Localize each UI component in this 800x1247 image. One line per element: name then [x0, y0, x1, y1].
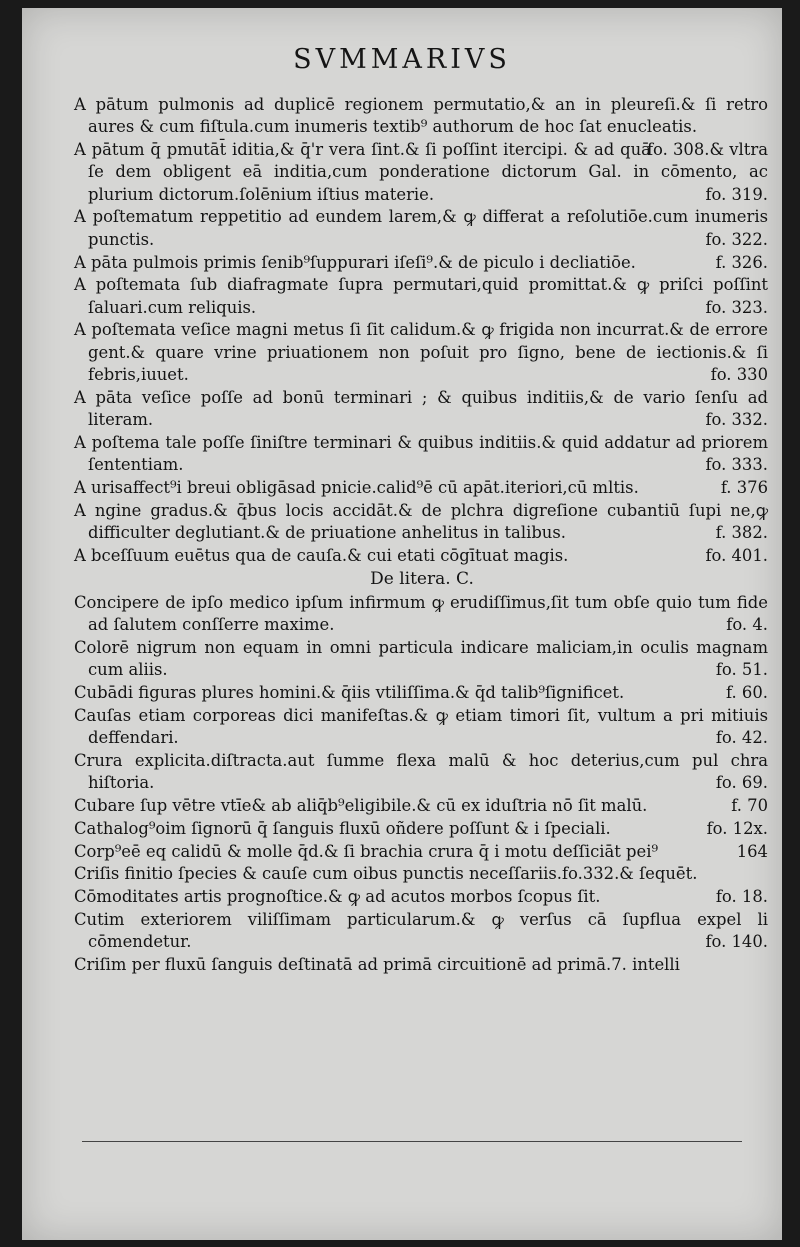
- index-entry: [74, 886, 770, 908]
- index-entry: [74, 841, 770, 863]
- folio-reference: fo. 322.: [705, 229, 768, 249]
- index-entry: [74, 637, 770, 682]
- entry-text: Colorē nigrum non equam in omni particula indicare maliciam,in oculis magnam cum aliis.: [74, 637, 768, 680]
- folio-reference: fo. 51.: [715, 660, 768, 680]
- index-entry: [74, 477, 770, 499]
- index-entry: [74, 432, 770, 477]
- folio-reference: f. 60.: [726, 682, 768, 702]
- entry-text: A poſtema tale poſſe ſiniſtre terminari & quibus inditiis.& quid addatur ad priorem ſententiam.: [74, 432, 768, 475]
- index-entry: [74, 319, 770, 386]
- folio-reference: fo. 308.& vltra: [646, 139, 768, 159]
- index-entry: [74, 206, 770, 251]
- entry-text: A urisaffect⁹i breui obligāsad pnicie.calid⁹ē cū apāt.iteriori,cū mltis.: [74, 478, 639, 498]
- index-entry: [74, 139, 770, 206]
- index-entry: [74, 274, 770, 319]
- folio-reference: fo. 18.: [715, 887, 768, 907]
- folio-reference: fo. 12x.: [706, 818, 768, 838]
- folio-reference: fo. 330: [710, 365, 768, 385]
- entry-text: Criſis finitio ſpecies & cauſe cum oibus punctis neceſſariis.fo.332.& ſequēt.: [74, 864, 698, 884]
- entry-text: Cōmoditates artis prognoſtice.& ꝙ ad acutos morbos ſcopus ſit.: [74, 887, 601, 907]
- bottom-rule: [82, 1141, 742, 1142]
- index-entry: [74, 863, 770, 885]
- entry-text: A ngine gradus.& q̄bus locis accidāt.& de plchra digreſione cubantiū ſupi ne,ꝙ difficulter deglutiant.& de priuatione anhelitus in talibus.: [74, 500, 768, 543]
- entry-text: Criſim per fluxū ſanguis deſtinatā ad primā circuitionē ad primā.7. intelli: [74, 954, 680, 974]
- index-entry: [74, 954, 770, 976]
- index-entry: [74, 252, 770, 274]
- book-page: [22, 8, 782, 1240]
- entry-text: A pāta pulmois primis ſenib⁹ſuppurari iſeſi⁹.& de piculo i decliatiōe.: [74, 252, 636, 272]
- entry-text: Crura explicita.diſtracta.aut ſumme flexa malū & hoc deterius,cum pul chra hiſtoria.: [74, 750, 768, 793]
- index-entry: [74, 705, 770, 750]
- entries-letter-c: [74, 592, 770, 977]
- folio-reference: 164: [736, 841, 768, 861]
- index-entry: [74, 592, 770, 637]
- index-entry: [74, 94, 770, 159]
- entry-text: Cutim exteriorem viliſſimam particularum.& ꝙ verſus cā ſupflua expel li cōmendetur.: [74, 909, 768, 952]
- index-entry: [74, 795, 770, 817]
- entry-text: Concipere de ipſo medico ipſum infirmum ꝙ erudiſſimus,ſit tum obſe quio tum fide ad ſalutem conſſerre maxime.: [74, 592, 768, 635]
- entry-text: Cathalog⁹oim ſignorū q̄ ſanguis fluxū oñdere poſſunt & i ſpeciali.: [74, 818, 611, 838]
- entry-text: A poſtematum reppetitio ad eundem larem,& ꝙ differat a reſolutiōe.cum inumeris punctis.: [74, 207, 768, 249]
- folio-reference: fo. 4.: [726, 615, 768, 635]
- entry-text: A pātum q̄ pmutāt̄ iditia,& q̄'r vera ſint.& ſi poſſint itercipi. & ad quā ſe dem obligent eā inditia,cum ponderatione dictorum Gal. in cōmento, ac plurium dictorum.ſolēnium iſtius materie.: [74, 140, 768, 204]
- entry-text: A bceſſuum euētus qua de cauſa.& cui etati cōgītuat magis.: [74, 545, 569, 565]
- index-entry: [74, 818, 770, 840]
- index-entry: [74, 750, 770, 795]
- folio-reference: f. 376: [720, 478, 768, 498]
- entry-text: A pāta veſice poſſe ad bonū terminari ; & quibus inditiis,& de vario ſenſu ad literam.: [74, 387, 768, 430]
- entry-text: A poſtemata ſub diafragmate ſupra permutari,quid promittat.& ꝙ priſci poſſint ſaluari.cum reliquis.: [74, 275, 768, 317]
- folio-reference: fo. 42.: [715, 728, 768, 748]
- running-title: SVMMARIVS: [293, 44, 511, 75]
- entry-text: Corp⁹eē eq calidū & molle q̄d.& ſi brachia crura q̄ i motu deſſiciāt pei⁹: [74, 841, 659, 861]
- section-heading: De litera. C.: [370, 568, 474, 589]
- folio-reference: fo. 140.: [705, 932, 768, 952]
- folio-reference: fo. 323.: [705, 297, 768, 317]
- folio-reference: fo. 401.: [705, 545, 768, 565]
- folio-reference: fo. 319.: [705, 184, 768, 204]
- entry-text: A pātum pulmonis ad duplicē regionem permutatio,& an in pleureſi.& ſi retro aures & cum fiſtula.cum inumeris textib⁹ authorum de hoc ſat enucleatis.: [74, 95, 768, 137]
- folio-reference: f. 70: [731, 795, 768, 815]
- index-entry: [74, 682, 770, 704]
- index-text: [74, 94, 770, 977]
- entry-text: Cauſas etiam corporeas dici manifeſtas.& ꝙ etiam timori ſit, vultum a pri mitiuis deffendari.: [74, 705, 768, 748]
- entry-text: Cubādi figuras plures homini.& q̄iis vtiliſſima.& q̄d talib⁹ſignificet.: [74, 682, 625, 702]
- index-entry: [74, 909, 770, 954]
- entry-text: A poſtemata veſice magni metus ſi ſit calidum.& ꝙ frigida non incurrat.& de errore gent.& quare vrine priuationem non poſuit pro ſigno, bene de iectionis.& ſi febris,iuuet.: [74, 320, 768, 385]
- index-entry: [74, 545, 770, 567]
- folio-reference: fo. 69.: [715, 773, 768, 793]
- folio-reference: f. 326.: [715, 252, 768, 272]
- folio-reference: fo. 333.: [705, 455, 768, 475]
- folio-reference: f. 382.: [715, 523, 768, 543]
- index-entry: [74, 387, 770, 432]
- folio-reference: fo. 332.: [705, 410, 768, 430]
- entries-letter-a: [74, 94, 770, 567]
- index-entry: [74, 500, 770, 545]
- entry-text: Cubare ſup vētre vtīe& ab aliq̄b⁹eligibile.& cū ex iduſtria nō ſit malū.: [74, 795, 648, 815]
